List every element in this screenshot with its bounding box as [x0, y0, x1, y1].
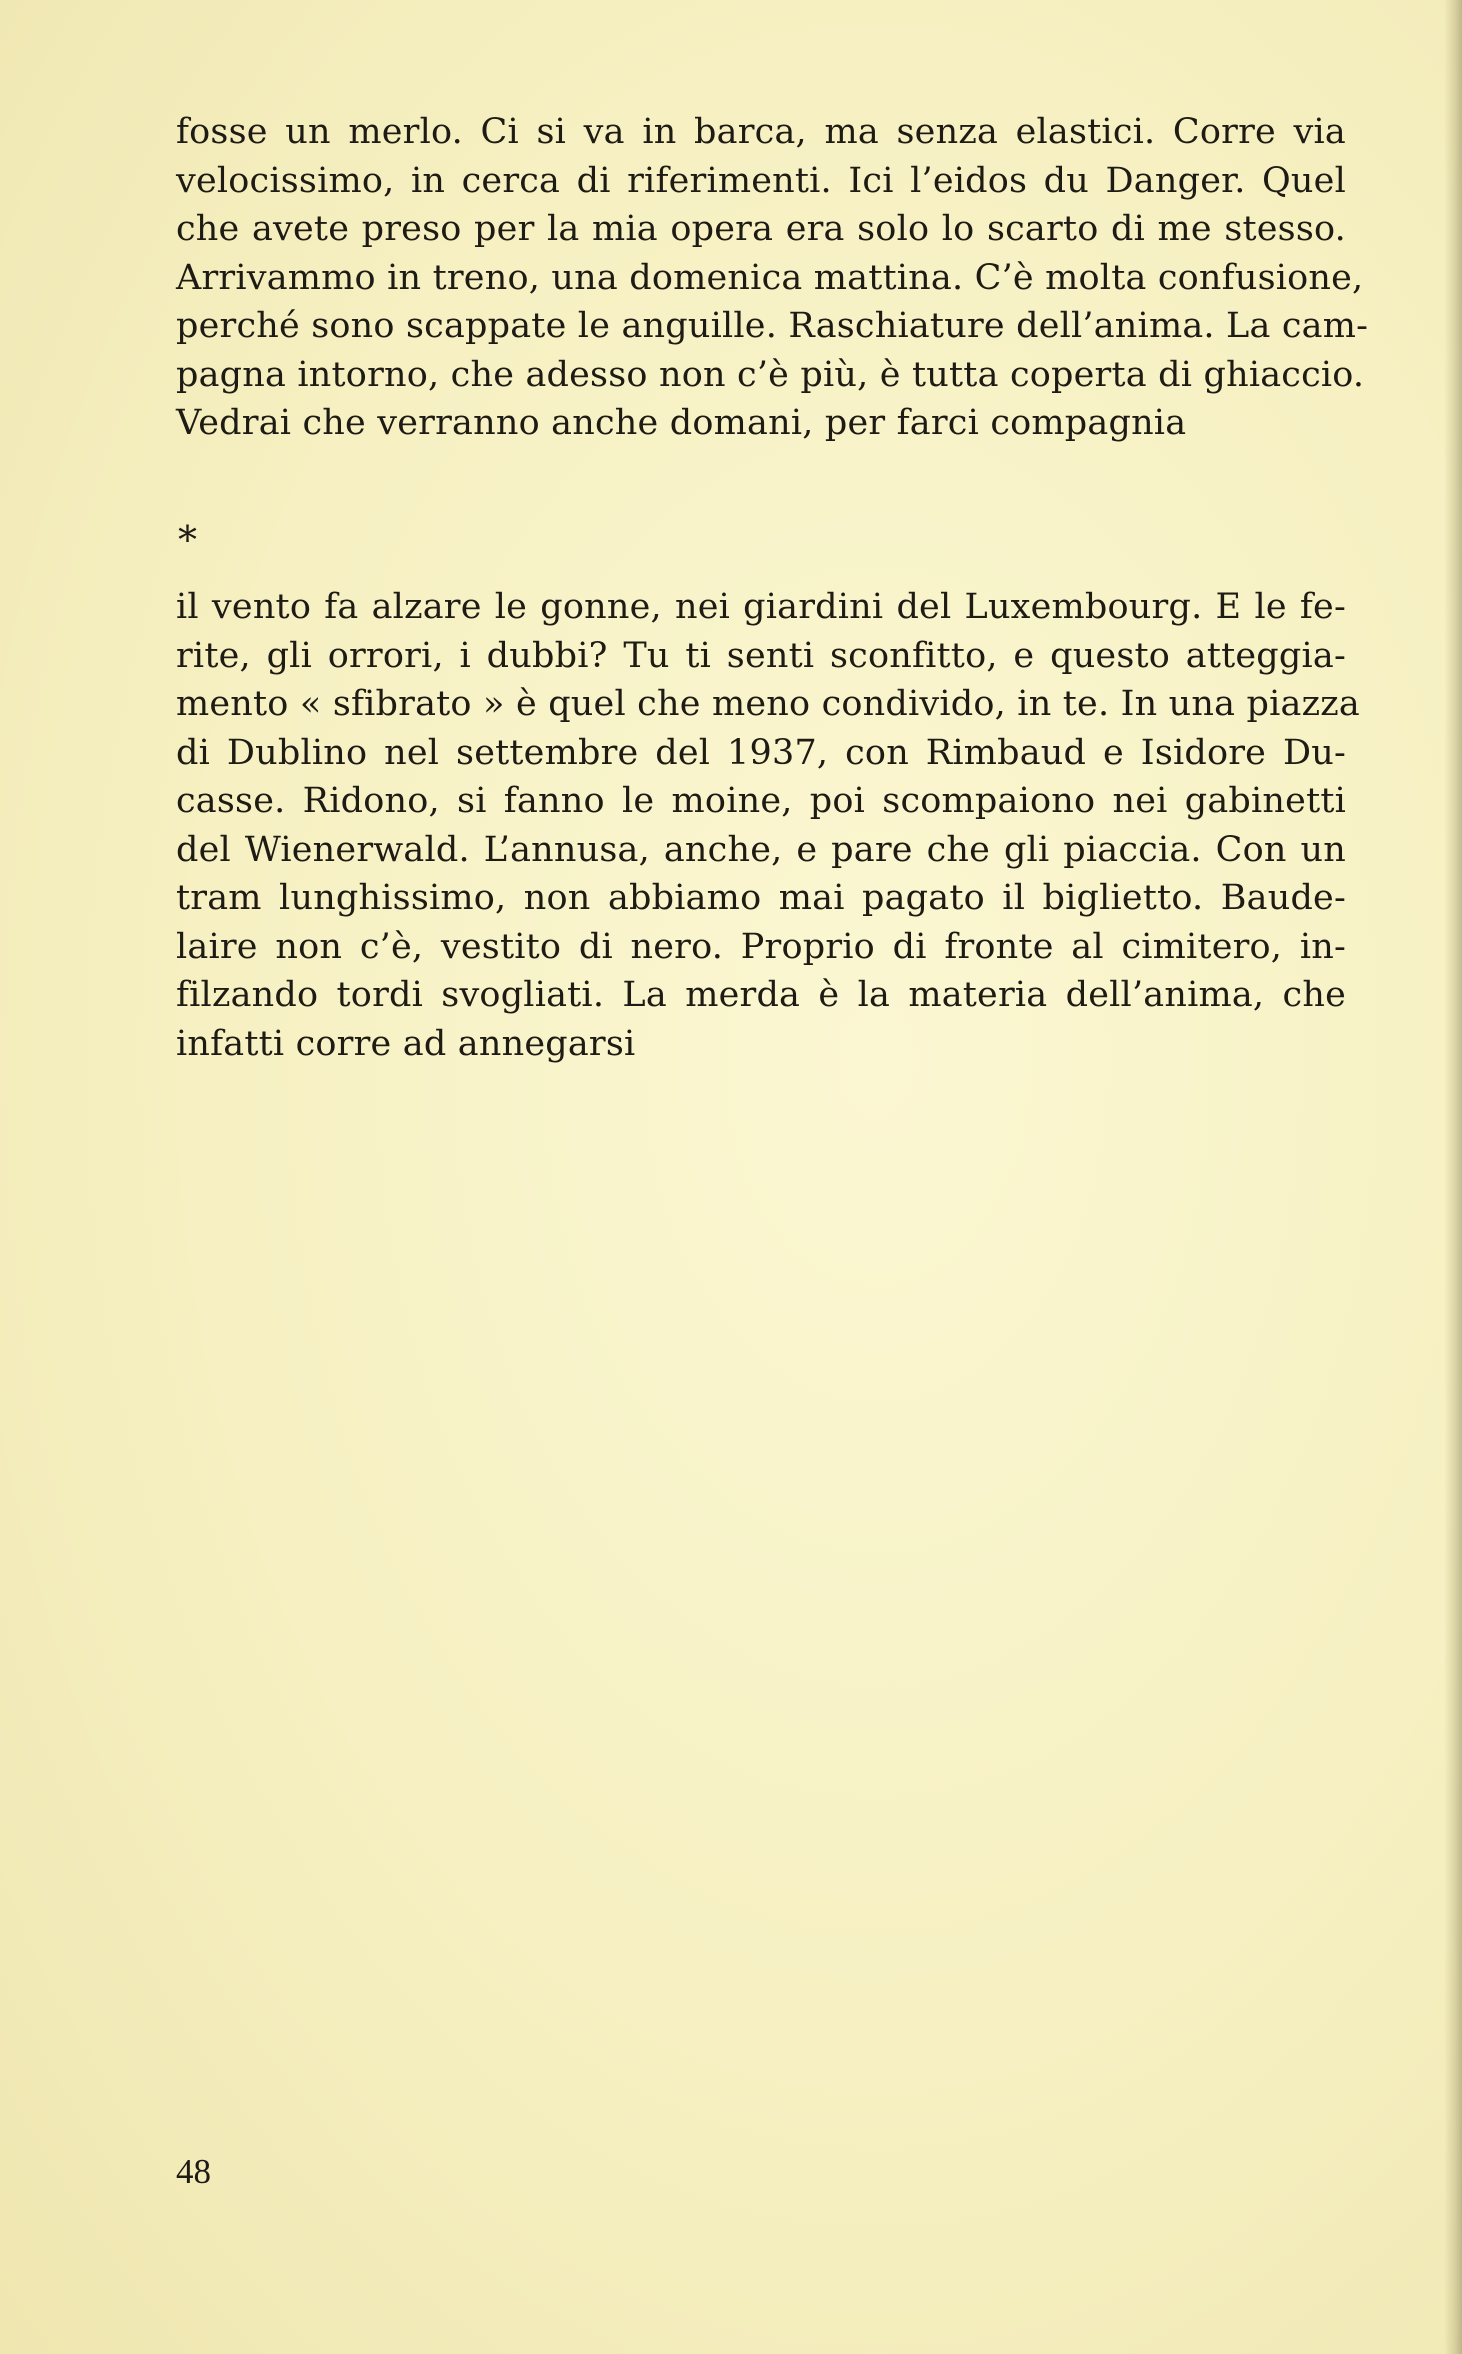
text-line: Arrivammo in treno, una domenica mattina. C’è molta confusione,: [176, 257, 1364, 298]
paragraph-1: [176, 108, 1369, 448]
section-separator: *: [178, 518, 197, 562]
text-line: laire non c’è, vestito di nero. Proprio di fronte al cimitero, in-: [176, 926, 1346, 967]
page-edge-shadow: [1444, 0, 1462, 2354]
text-line: pagna intorno, che adesso non c’è più, è tutta coperta di ghiaccio.: [176, 354, 1365, 395]
text-line: infatti corre ad annegarsi: [176, 1023, 636, 1064]
text-line: che avete preso per la mia opera era solo lo scarto di me stesso.: [176, 209, 1346, 249]
text-line: casse. Ridono, si fanno le moine, poi scompaiono nei gabinetti: [176, 781, 1346, 821]
text-line: rite, gli orrori, i dubbi? Tu ti senti sconfitto, e questo atteggia-: [176, 635, 1346, 676]
text-line: velocissimo, in cerca di riferimenti. Ici l’eidos du Danger. Quel: [176, 160, 1346, 201]
text-line: il vento fa alzare le gonne, nei giardini del Luxembourg. E le fe-: [176, 587, 1346, 627]
text-line: Vedrai che verranno anche domani, per farci compagnia: [176, 403, 1187, 443]
text-line: fosse un merlo. Ci si va in barca, ma senza elastici. Corre via: [176, 112, 1346, 152]
text-line: perché sono scappate le anguille. Raschiature dell’anima. La cam-: [176, 306, 1369, 346]
page-number: 48: [176, 2152, 211, 2191]
text-line: del Wienerwald. L’annusa, anche, e pare che gli piaccia. Con un: [176, 829, 1346, 870]
paragraph-2: [176, 583, 1360, 1068]
text-line: di Dublino nel settembre del 1937, con Rimbaud e Isidore Du-: [176, 732, 1346, 773]
text-line: mento « sfibrato » è quel che meno condivido, in te. In una piazza: [176, 684, 1360, 724]
text-line: filzando tordi svogliati. La merda è la materia dell’anima, che: [176, 975, 1346, 1015]
text-line: tram lunghissimo, non abbiamo mai pagato il biglietto. Baude-: [176, 878, 1346, 918]
